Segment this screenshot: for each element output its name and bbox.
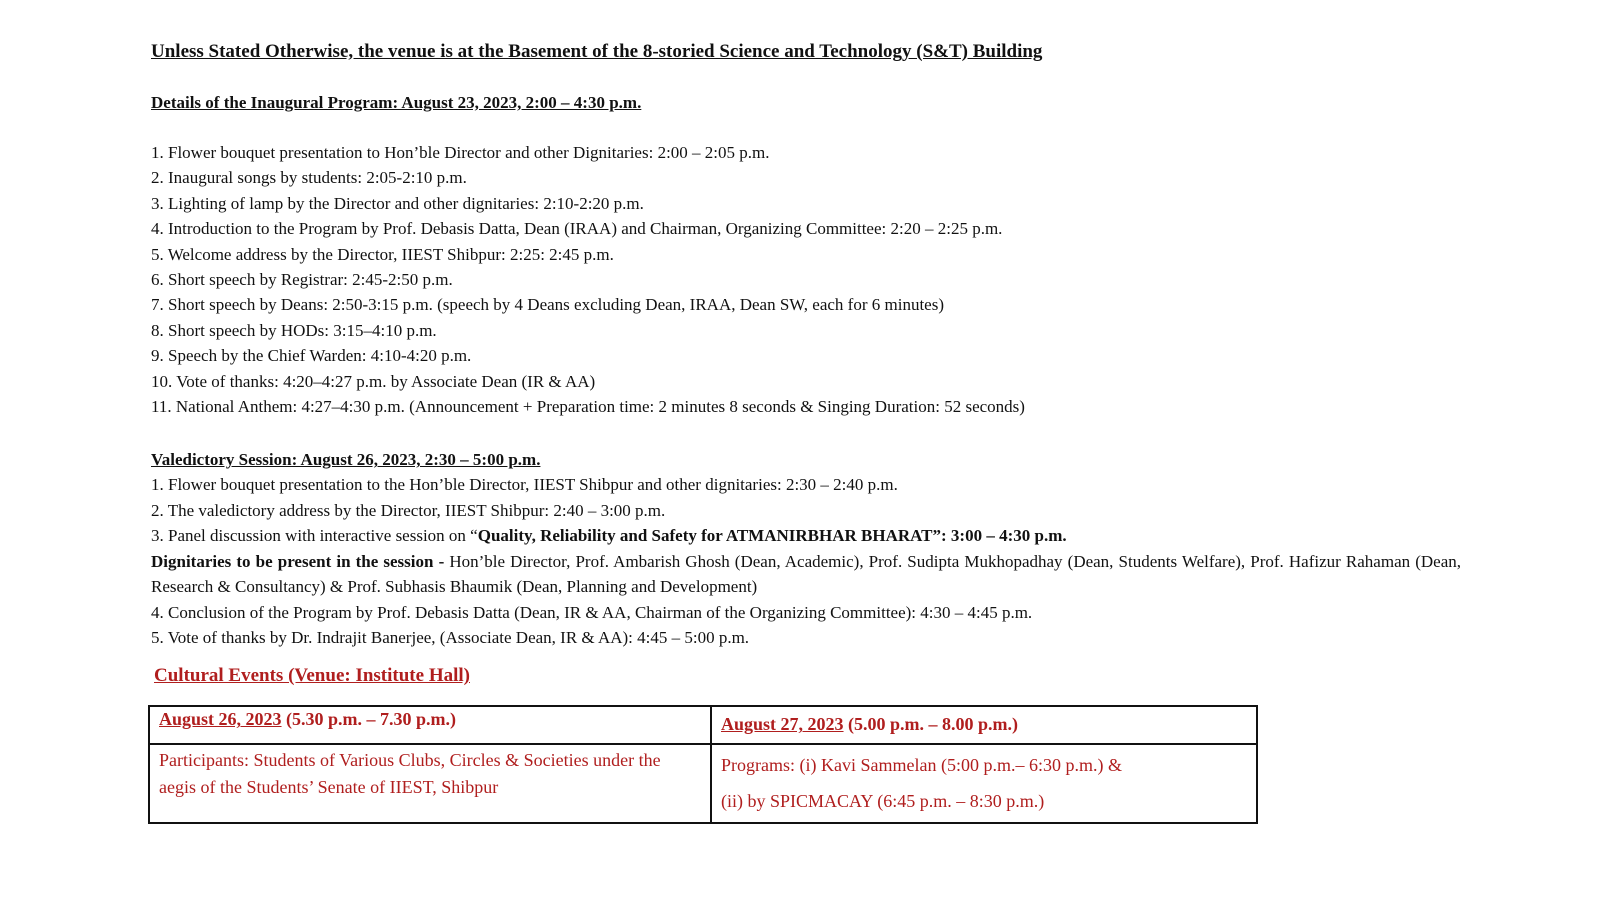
list-item-panel-discussion [151,523,1461,548]
list-item: 6. Short speech by Registrar: 2:45-2:50 p.m. [151,270,453,290]
list-item: 4. Conclusion of the Program by Prof. Debasis Datta (Dean, IR & AA, Chairman of the Organizing Committee): 4:30 – 4:45 p.m. [151,602,1033,622]
day2-date: August 27, 2023 [721,714,844,735]
inaugural-list [151,140,1461,419]
list-item: 8. Short speech by HODs: 3:15–4:10 p.m. [151,320,437,340]
list-item: 2. The valedictory address by the Director, IIEST Shibpur: 2:40 – 3:00 p.m. [151,500,666,520]
list-item: 1. Flower bouquet presentation to the Hon’ble Director, IIEST Shibpur and other dignitaries: 2:30 – 2:40 p.m. [151,475,898,495]
day2-body-cell [711,744,1257,823]
list-item: 11. National Anthem: 4:27–4:30 p.m. (Announcement + Preparation time: 2 minutes 8 seconds & Singing Duration: 52 seconds) [151,397,1025,417]
list-item: 5. Vote of thanks by Dr. Indrajit Banerjee, (Associate Dean, IR & AA): 4:45 – 5:00 p.m. [151,627,750,647]
day1-header-cell [149,706,711,744]
valedictory-heading: Valedictory Session: August 26, 2023, 2:30 – 5:00 p.m. [151,450,541,470]
cultural-events-table [148,705,1258,824]
day2-header-cell [711,706,1257,744]
valedictory-list [151,472,1461,548]
list-item: 3. Lighting of lamp by the Director and other dignitaries: 2:10-2:20 p.m. [151,193,644,213]
inaugural-heading: Details of the Inaugural Program: August 23, 2023, 2:00 – 4:30 p.m. [151,93,642,112]
day2-program-line: Programs: (i) Kavi Sammelan (5:00 p.m.– 6:30 p.m.) & [721,755,1122,776]
list-item: 9. Speech by the Chief Warden: 4:10-4:20 p.m. [151,346,472,366]
document-page [151,40,1461,824]
dignitaries-text: Hon’ble Director, Prof. Ambarish Ghosh (Dean, Academic), Prof. Sudipta Mukhopadhay (Dean, Students Welfare), Prof. Hafizur Rahaman (Dean, Research & Consultancy) & Prof. Subhasis Bhaumik (Dean, Planning and Development) [151,551,1462,597]
valedictory-list-continued [151,600,1461,651]
day1-date: August 26, 2023 [159,709,282,730]
panel-topic: Quality, Reliability and Safety for ATMANIRBHAR BHARAT”: 3:00 – 4:30 p.m. [477,526,1067,546]
list-item: 7. Short speech by Deans: 2:50-3:15 p.m. (speech by 4 Deans excluding Dean, IRAA, Dean SW, each for 6 minutes) [151,295,944,315]
list-item: 2. Inaugural songs by students: 2:05-2:10 p.m. [151,168,467,188]
day2-time: (5.00 p.m. – 8.00 p.m.) [843,714,1019,735]
list-item: 4. Introduction to the Program by Prof. Debasis Datta, Dean (IRAA) and Chairman, Organizing Committee: 2:20 – 2:25 p.m. [151,219,1003,239]
day1-time: (5.30 p.m. – 7.30 p.m.) [281,709,457,730]
cultural-heading: Cultural Events (Venue: Institute Hall) [154,665,470,687]
panel-prefix: 3. Panel discussion with interactive session on “ [151,526,478,546]
venue-note: Unless Stated Otherwise, the venue is at the Basement of the 8-storied Science and Technology (S&T) Building [151,41,1043,62]
table-row [149,744,1257,823]
dignitaries-paragraph [151,549,1461,600]
list-item: 10. Vote of thanks: 4:20–4:27 p.m. by Associate Dean (IR & AA) [151,371,596,391]
list-item: 1. Flower bouquet presentation to Hon’ble Director and other Dignitaries: 2:00 – 2:05 p.m. [151,143,770,162]
day2-program-line: (ii) by SPICMACAY (6:45 p.m. – 8:30 p.m.) [721,791,1045,812]
day1-body-cell: Participants: Students of Various Clubs, Circles & Societies under the aegis of the Students’ Senate of IIEST, Shibpur [149,744,711,823]
list-item: 5. Welcome address by the Director, IIEST Shibpur: 2:25: 2:45 p.m. [151,244,614,264]
table-row [149,706,1257,744]
dignitaries-label: Dignitaries to be present in the session - [151,551,445,571]
